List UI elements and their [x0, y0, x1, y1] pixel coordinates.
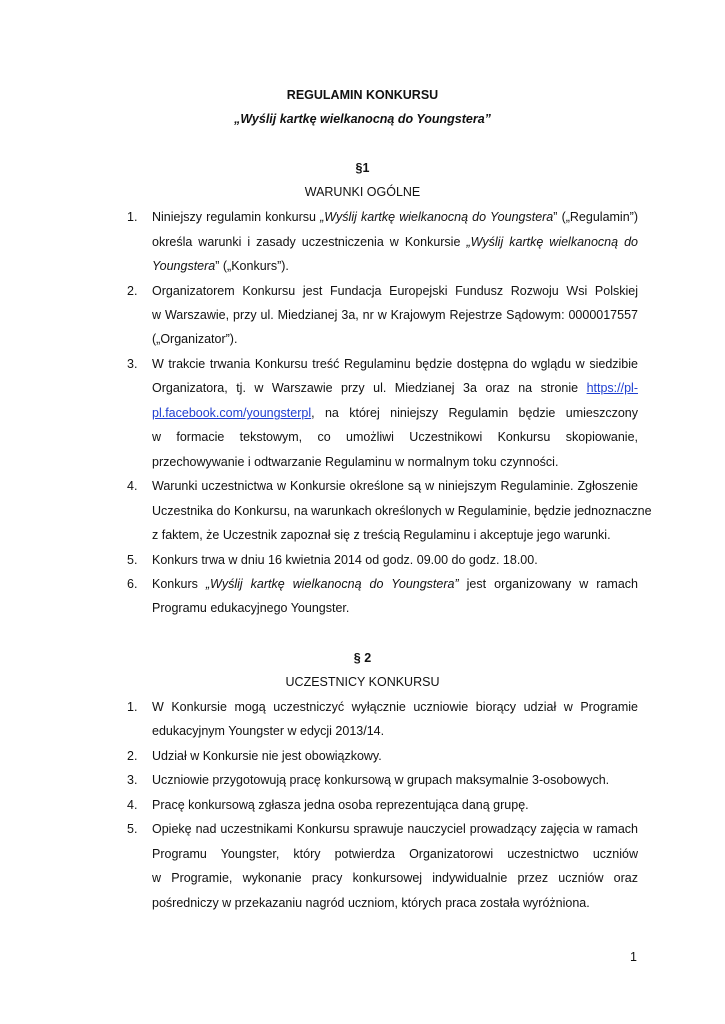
list-item-line: Organizatora, tj. w Warszawie przy ul. Miedzianej 3a oraz na stronie https://pl- — [152, 381, 638, 395]
list-item-number: 3. — [127, 357, 138, 371]
section-2-symbol: § 2 — [353, 651, 372, 665]
section-1-heading: WARUNKI OGÓLNE — [304, 185, 421, 199]
list-item-number: 2. — [127, 749, 138, 763]
list-item-line: Organizatorem Konkursu jest Fundacja Europejski Fundusz Rozwoju Wsi Polskiej — [152, 284, 638, 298]
list-item-number: 2. — [127, 284, 138, 298]
list-item-line: w Warszawie, przy ul. Miedzianej 3a, nr w Krajowym Rejestrze Sądowym: 0000017557 — [152, 308, 638, 322]
list-item-line: Opiekę nad uczestnikami Konkursu sprawuje nauczyciel prowadzący zajęcia w ramach — [152, 822, 638, 836]
page-number: 1 — [630, 950, 637, 964]
list-item-line: W trakcie trwania Konkursu treść Regulaminu będzie dostępna do wglądu w siedzibie — [152, 357, 638, 371]
list-item-number: 5. — [127, 553, 138, 567]
list-item-line: z faktem, że Uczestnik zapoznał się z treścią Regulaminu i akceptuje jego warunki. — [152, 528, 611, 542]
list-item-number: 1. — [127, 700, 138, 714]
list-item-line: Pracę konkursową zgłasza jedna osoba reprezentująca daną grupę. — [152, 798, 529, 812]
list-item-number: 3. — [127, 773, 138, 787]
list-item-line: pl.facebook.com/youngsterpl, na której niniejszy Regulamin będzie umieszczony — [152, 406, 638, 420]
list-item-line: przechowywanie i odtwarzanie Regulaminu w normalnym toku czynności. — [152, 455, 559, 469]
list-item-number: 1. — [127, 210, 138, 224]
list-item-line: Konkurs „Wyślij kartkę wielkanocną do Youngstera” jest organizowany w ramach — [152, 577, 638, 591]
document-subtitle: „Wyślij kartkę wielkanocną do Youngstera” — [234, 112, 491, 126]
facebook-link[interactable]: https://pl- — [586, 381, 638, 395]
facebook-link-continued[interactable]: pl.facebook.com/youngsterpl — [152, 406, 312, 420]
list-item-line: w formacie tekstowym, co umożliwi Uczestnikowi Konkursu skopiowanie, — [152, 430, 638, 444]
list-item-line: w Programie, wykonanie pracy konkursowej indywidualnie przez uczniów oraz — [152, 871, 638, 885]
section-1-symbol: §1 — [355, 161, 370, 175]
list-item-line: Programu Youngster, który potwierdza Organizatorowi uczestnictwo uczniów — [152, 847, 638, 861]
list-item-line: Niniejszy regulamin konkursu „Wyślij kartkę wielkanocną do Youngstera” („Regulamin”) — [152, 210, 638, 224]
list-item-line: Programu edukacyjnego Youngster. — [152, 601, 350, 615]
list-item-number: 6. — [127, 577, 138, 591]
list-item-line: Youngstera” („Konkurs”). — [152, 259, 289, 273]
list-item-line: Konkurs trwa w dniu 16 kwietnia 2014 od godz. 09.00 do godz. 18.00. — [152, 553, 538, 567]
list-item-line: Udział w Konkursie nie jest obowiązkowy. — [152, 749, 382, 763]
list-item-line: W Konkursie mogą uczestniczyć wyłącznie uczniowie biorący udział w Programie — [152, 700, 638, 714]
list-item-line: Warunki uczestnictwa w Konkursie określone są w niniejszym Regulaminie. Zgłoszenie — [152, 479, 638, 493]
list-item-line: („Organizator”). — [152, 332, 238, 346]
list-item-number: 4. — [127, 479, 138, 493]
list-item-line: pośredniczy w przekazaniu nagród uczniom, których praca została wyróżniona. — [152, 896, 590, 910]
list-item-line: określa warunki i zasady uczestniczenia w Konkursie „Wyślij kartkę wielkanocną do — [152, 235, 638, 249]
list-item-line: Uczestnika do Konkursu, na warunkach określonych w Regulaminie, będzie jednoznaczne — [152, 504, 652, 518]
section-2-heading: UCZESTNICY KONKURSU — [285, 675, 440, 689]
list-item-number: 4. — [127, 798, 138, 812]
list-item-line: Uczniowie przygotowują pracę konkursową w grupach maksymalnie 3-osobowych. — [152, 773, 610, 787]
list-item-line: edukacyjnym Youngster w edycji 2013/14. — [152, 724, 385, 738]
document-title: REGULAMIN KONKURSU — [286, 88, 439, 102]
list-item-number: 5. — [127, 822, 138, 836]
